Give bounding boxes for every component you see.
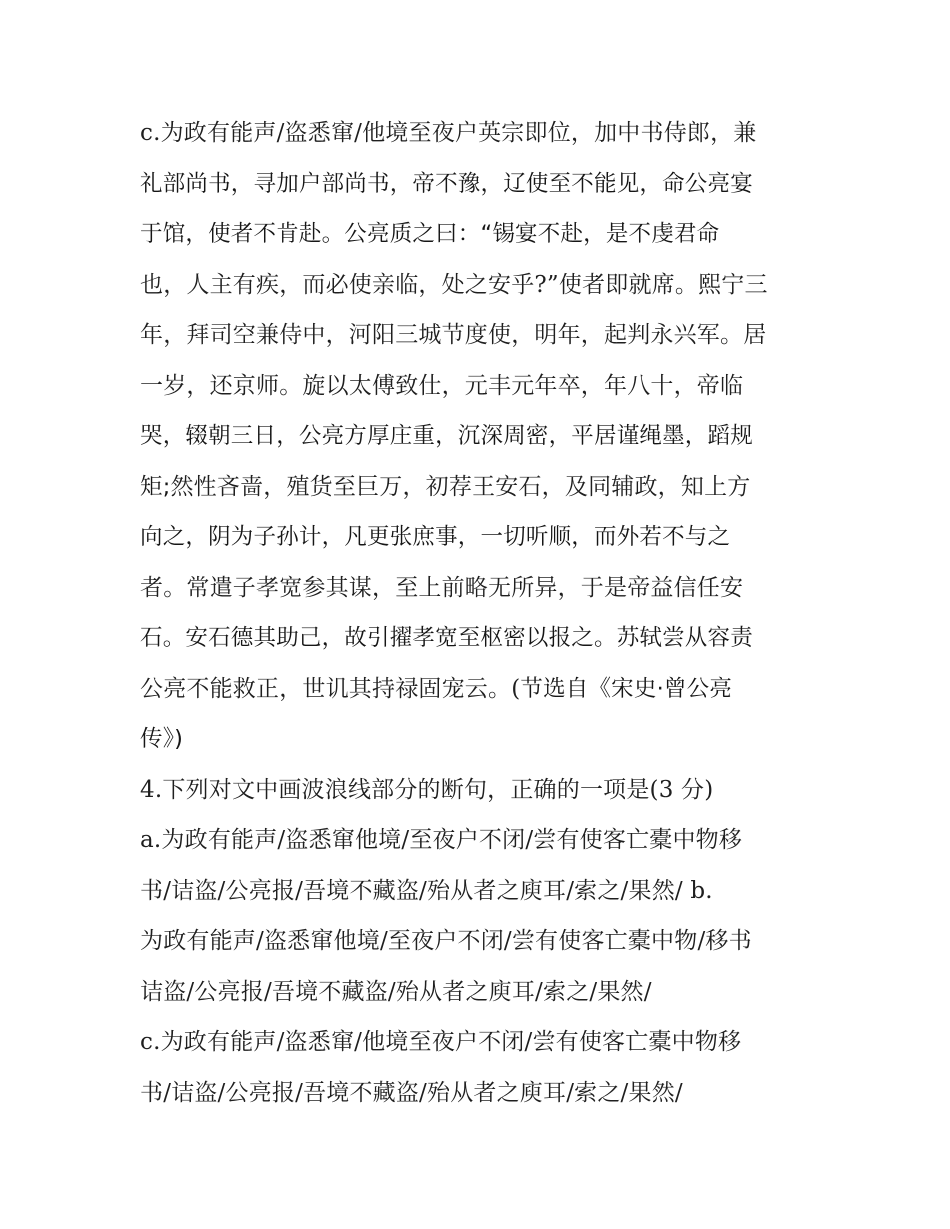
passage-line-13: 传》) <box>140 726 184 752</box>
passage-line-7: 哭，辍朝三日，公亮方厚庄重，沉深周密，平居谨绳墨，蹈规 <box>140 423 753 449</box>
question-option-line-6: 书/诘盗/公亮报/吾境不藏盗/殆从者之庾耳/索之/果然/ <box>140 1079 683 1106</box>
passage-line-3: 于馆，使者不肯赴。公亮质之曰：“锡宴不赴，是不虔君命 <box>140 221 720 247</box>
passage-line-6: 一岁，还京师。旋以太傅致仕，元丰元年卒，年八十，帝临 <box>140 372 744 399</box>
passage-line-8-head: 矩; <box>140 473 171 500</box>
passage-line-2: 礼部尚书，寻加户部尚书，帝不豫，辽使至不能见，命公亮宴 <box>140 170 753 197</box>
passage-line-11: 石。安石德其助己，故引擢孝宽至枢密以报之。苏轼尝从容责 <box>140 625 753 651</box>
passage-line-8 <box>140 462 830 513</box>
passage-line-10: 者。常遣子孝宽参其谋，至上前略无所异，于是帝益信任安 <box>140 574 744 601</box>
question-stem: 4.下列对文中画波浪线部分的断句，正确的一项是(3 分) <box>140 776 714 803</box>
question-option-line-5: c.为政有能声/盗悉窜/他境至夜户不闭/尝有使客亡橐中物移 <box>140 1029 742 1055</box>
question-option-line-4: 诘盗/公亮报/吾境不藏盗/殆从者之庾耳/索之/果然/ <box>140 978 652 1005</box>
question-option-line-1: a.为政有能声/盗悉窜他境/至夜户不闭/尝有使客亡橐中物移 <box>140 827 743 853</box>
passage-line-12-head: 公亮不能救正，世讥其持禄固宠云。( <box>140 675 521 702</box>
passage-line-12-tail: 节选自《宋史·曾公亮 <box>520 675 733 702</box>
question-option-line-3: 为政有能声/盗悉窜他境/至夜户不闭/尝有使客亡橐中物/移书 <box>140 928 752 954</box>
passage-line-8-tail: 然性吝啬，殖货至巨万，初荐王安石，及同辅政，知上方 <box>170 473 751 500</box>
passage-line-12 <box>140 664 830 715</box>
passage-line-1: c.为政有能声/盗悉窜/他境至夜户英宗即位，加中书侍郎，兼 <box>140 120 757 146</box>
passage-line-9: 向之，阴为子孙计，凡更张庶事，一切听顺，而外若不与之 <box>140 524 731 550</box>
question-option-line-2: 书/诘盗/公亮报/吾境不藏盗/殆从者之庾耳/索之/果然/ b. <box>140 877 713 904</box>
passage-text <box>140 108 830 1118</box>
passage-line-5: 年，拜司空兼侍中，河阳三城节度使，明年，起判永兴军。居 <box>140 322 767 348</box>
passage-line-4: 也，人主有疾，而必使亲临，处之安乎?”使者即就席。熙宁三 <box>140 271 768 298</box>
